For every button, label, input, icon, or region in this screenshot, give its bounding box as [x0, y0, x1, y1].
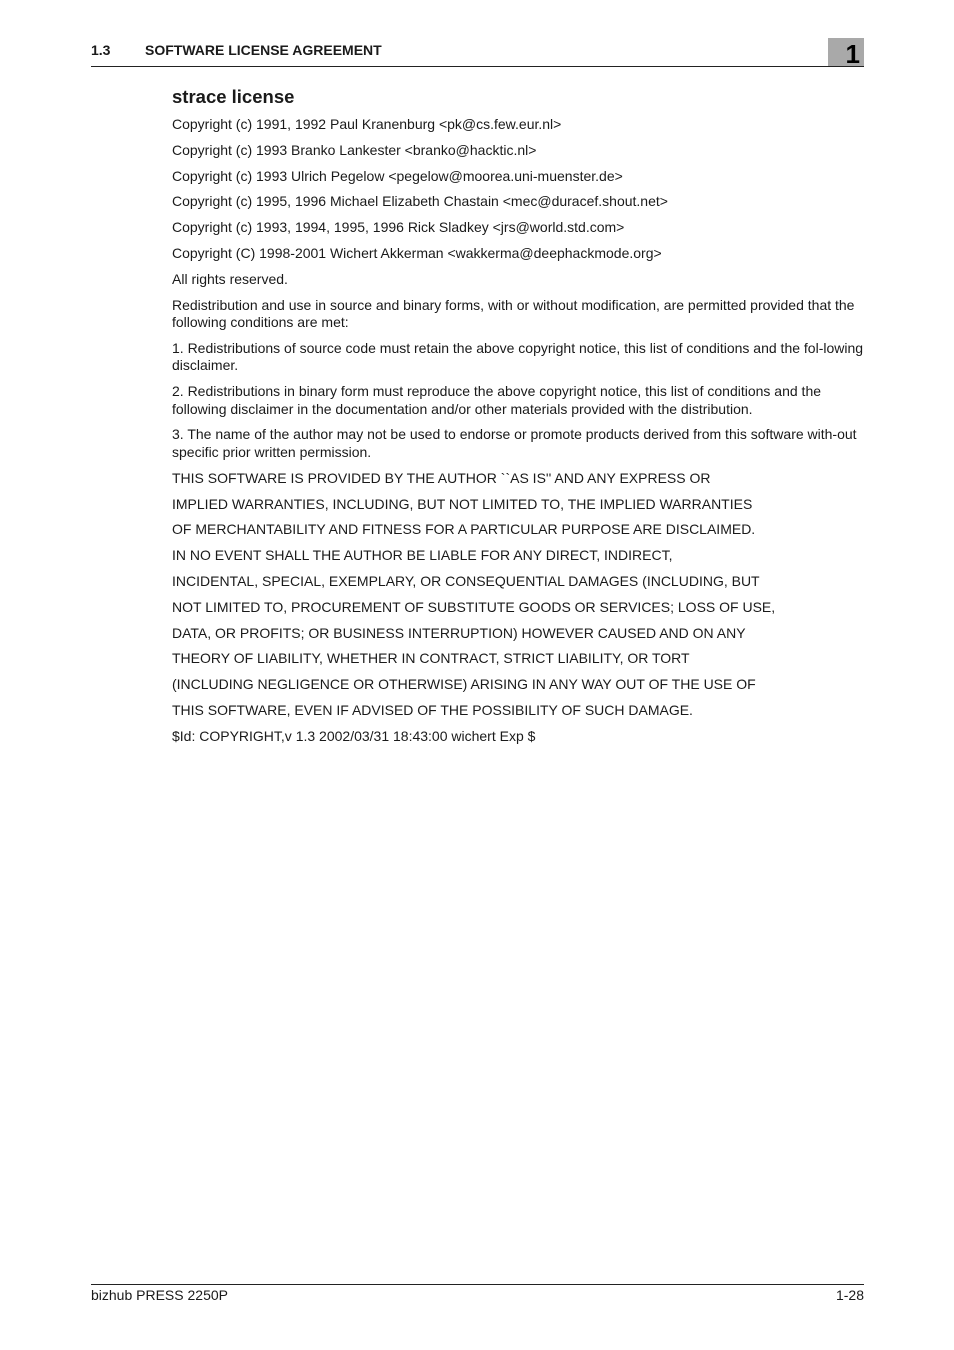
license-paragraph: THEORY OF LIABILITY, WHETHER IN CONTRACT, STRICT LIABILITY, OR TORT	[172, 650, 690, 667]
section-title: SOFTWARE LICENSE AGREEMENT	[145, 42, 382, 58]
license-paragraph: THIS SOFTWARE, EVEN IF ADVISED OF THE POSSIBILITY OF SUCH DAMAGE.	[172, 701, 693, 718]
page-number: 1-28	[835, 1287, 864, 1303]
license-paragraph: Copyright (c) 1991, 1992 Paul Kranenburg <pk@cs.few.eur.nl>	[172, 116, 562, 132]
license-content	[172, 85, 864, 754]
page-header	[91, 38, 864, 67]
license-paragraph: Copyright (c) 1995, 1996 Michael Elizabeth Chastain <mec@duracef.shout.net>	[172, 193, 668, 210]
license-paragraph: 2. Redistributions in binary form must reproduce the above copyright notice, this list of conditions and the following disclaimer in the documentation and/or other materials provided with the distribution.	[172, 383, 822, 417]
license-paragraph: OF MERCHANTABILITY AND FITNESS FOR A PARTICULAR PURPOSE ARE DISCLAIMED.	[172, 521, 756, 538]
section-number: 1.3	[91, 42, 111, 58]
license-paragraph: THIS SOFTWARE IS PROVIDED BY THE AUTHOR ``AS IS'' AND ANY EXPRESS OR	[172, 469, 711, 486]
license-paragraph: Copyright (c) 1993 Ulrich Pegelow <pegelow@moorea.uni-muenster.de>	[172, 167, 623, 184]
product-name: bizhub PRESS 2250P	[91, 1287, 228, 1303]
license-heading: strace license	[172, 86, 295, 107]
license-paragraph: IN NO EVENT SHALL THE AUTHOR BE LIABLE FOR ANY DIRECT, INDIRECT,	[172, 547, 673, 564]
chapter-number: 1	[845, 39, 860, 69]
license-paragraph: Copyright (c) 1993, 1994, 1995, 1996 Rick Sladkey <jrs@world.std.com>	[172, 219, 625, 236]
license-paragraph: 1. Redistributions of source code must retain the above copyright notice, this list of conditions and the fol-lowing disclaimer.	[172, 339, 864, 374]
license-paragraph: NOT LIMITED TO, PROCUREMENT OF SUBSTITUTE GOODS OR SERVICES; LOSS OF USE,	[172, 598, 776, 615]
page-footer	[91, 1284, 864, 1303]
license-paragraph: All rights reserved.	[172, 270, 288, 287]
license-paragraph: Copyright (C) 1998-2001 Wichert Akkerman <wakkerma@deephackmode.org>	[172, 244, 662, 261]
license-paragraph: (INCLUDING NEGLIGENCE OR OTHERWISE) ARISING IN ANY WAY OUT OF THE USE OF	[172, 676, 756, 693]
chapter-tab	[828, 38, 864, 69]
license-paragraph: 3. The name of the author may not be used to endorse or promote products derived from this software with-out specific prior written permission.	[172, 426, 857, 460]
license-paragraph: DATA, OR PROFITS; OR BUSINESS INTERRUPTION) HOWEVER CAUSED AND ON ANY	[172, 624, 746, 641]
license-paragraph: Redistribution and use in source and binary forms, with or without modification, are permitted provided that the following conditions are met:	[172, 296, 855, 331]
license-paragraph: $Id: COPYRIGHT,v 1.3 2002/03/31 18:43:00 wichert Exp $	[172, 727, 536, 744]
license-paragraph: INCIDENTAL, SPECIAL, EXEMPLARY, OR CONSEQUENTIAL DAMAGES (INCLUDING, BUT	[172, 572, 760, 589]
license-paragraph: Copyright (c) 1993 Branko Lankester <branko@hacktic.nl>	[172, 141, 537, 158]
license-paragraph: IMPLIED WARRANTIES, INCLUDING, BUT NOT LIMITED TO, THE IMPLIED WARRANTIES	[172, 495, 753, 512]
